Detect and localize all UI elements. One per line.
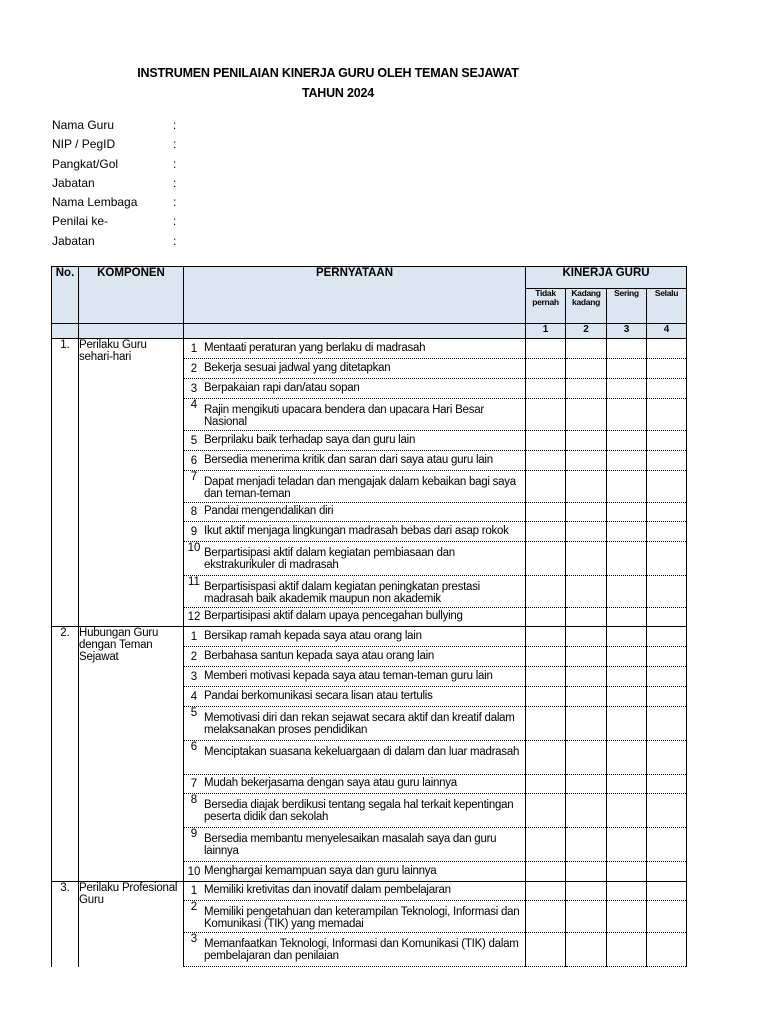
number-row-blank — [184, 324, 526, 339]
rating-cell-3[interactable] — [607, 901, 647, 933]
rating-cell-4[interactable] — [647, 431, 687, 451]
group-komponen: Perilaku Profesional Guru — [79, 882, 184, 967]
rating-cell-2[interactable] — [566, 882, 607, 901]
rating-cell-3[interactable] — [607, 399, 647, 431]
scale-number-2: 2 — [566, 324, 607, 339]
rating-cell-3[interactable] — [607, 687, 647, 707]
rating-cell-3[interactable] — [607, 933, 647, 967]
group-number: 3. — [52, 882, 79, 967]
rating-cell-1[interactable] — [526, 647, 566, 667]
statement — [184, 667, 525, 686]
rating-cell-2[interactable] — [566, 775, 607, 794]
rating-cell-3[interactable] — [607, 471, 647, 503]
field-label-nama-lembaga: Nama Lembaga — [52, 195, 138, 210]
statement — [184, 608, 525, 626]
rating-cell-4[interactable] — [647, 828, 687, 862]
header-scale-kadang-kadang: Kadang kadang — [566, 289, 607, 324]
rating-cell-4[interactable] — [647, 451, 687, 471]
statement-text: Bersedia membantu menyelesaikan masalah saya dan guru lainnya — [204, 833, 497, 857]
rating-cell-4[interactable] — [647, 741, 687, 775]
rating-cell-3[interactable] — [607, 359, 647, 379]
statement-number: 12 — [187, 611, 201, 623]
rating-cell-3[interactable] — [607, 775, 647, 794]
statement-cell — [184, 901, 526, 933]
statement-number: 3 — [190, 670, 198, 683]
rating-cell-3[interactable] — [607, 862, 647, 882]
statement-number: 1 — [190, 885, 198, 897]
statement-text: Bersikap ramah kepada saya atau orang lain — [204, 629, 422, 642]
rating-cell-2[interactable] — [566, 471, 607, 503]
statement — [184, 901, 525, 930]
statement-cell — [184, 339, 526, 359]
statement-cell — [184, 882, 526, 901]
statement-cell — [184, 431, 526, 451]
rating-cell-3[interactable] — [607, 647, 647, 667]
statement-cell — [184, 399, 526, 431]
statement — [184, 451, 525, 470]
rating-cell-2[interactable] — [566, 503, 607, 522]
scale-number-3: 3 — [607, 324, 647, 339]
header-scale-sering: Sering — [607, 289, 647, 324]
statement-text: Mentaati peraturan yang berlaku di madrasah — [204, 341, 426, 354]
rating-cell-3[interactable] — [607, 522, 647, 542]
rating-cell-2[interactable] — [566, 862, 607, 882]
rating-cell-2[interactable] — [566, 339, 607, 359]
statement-text: Berprilaku baik terhadap saya dan guru lain — [204, 433, 416, 446]
field-label-nama-guru: Nama Guru — [52, 118, 115, 132]
statement-number: 2 — [190, 362, 198, 375]
field-colon: : — [173, 137, 177, 152]
rating-cell-2[interactable] — [566, 399, 607, 431]
rating-cell-2[interactable] — [566, 522, 607, 542]
assessment-table — [51, 266, 687, 967]
scale-number-4: 4 — [647, 324, 687, 339]
rating-cell-3[interactable] — [607, 339, 647, 359]
statement-number: 6 — [190, 454, 198, 467]
rating-cell-1[interactable] — [526, 542, 566, 576]
statement — [184, 933, 525, 962]
statement-text: Berpartisipasi aktif dalam kegiatan pembiasaan dan ekstrakurikuler di madrasah — [204, 547, 455, 571]
rating-cell-4[interactable] — [647, 862, 687, 882]
statement-text: Pandai mengendalikan diri — [204, 505, 334, 518]
rating-cell-1[interactable] — [526, 339, 566, 359]
rating-cell-2[interactable] — [566, 687, 607, 707]
statement-cell — [184, 828, 526, 862]
field-label-pangkat: Pangkat/Gol — [52, 156, 119, 171]
statement-cell — [184, 707, 526, 741]
statement — [184, 359, 525, 378]
statement-cell — [184, 647, 526, 667]
rating-cell-1[interactable] — [526, 741, 566, 775]
statement-text: Memberi motivasi kepada saya atau teman-teman guru lain — [204, 669, 493, 682]
statement-cell — [184, 933, 526, 967]
rating-cell-2[interactable] — [566, 576, 607, 608]
rating-cell-2[interactable] — [566, 451, 607, 471]
statement-text: Mudah bekerjasama dengan saya atau guru lainnya — [204, 777, 457, 790]
statement-text: Bekerja sesuai jadwal yang ditetapkan — [204, 361, 391, 374]
statement-cell — [184, 359, 526, 379]
rating-cell-3[interactable] — [607, 576, 647, 608]
document-title: INSTRUMEN PENILAIAN KINERJA GURU OLEH TEMAN SEJAWAT — [137, 66, 519, 80]
rating-cell-1[interactable] — [526, 862, 566, 882]
statement-cell — [184, 775, 526, 794]
field-label-nip: NIP / PegID — [52, 137, 116, 152]
number-row-blank — [52, 324, 79, 339]
statement-number: 8 — [190, 794, 198, 806]
rating-cell-1[interactable] — [526, 576, 566, 608]
rating-cell-1[interactable] — [526, 707, 566, 741]
statement — [184, 399, 525, 428]
rating-cell-4[interactable] — [647, 933, 687, 967]
rating-cell-2[interactable] — [566, 828, 607, 862]
table-row — [52, 627, 687, 647]
statement-cell — [184, 451, 526, 471]
statement-number: 2 — [190, 650, 198, 663]
rating-cell-4[interactable] — [647, 627, 687, 647]
statement — [184, 627, 525, 646]
table-body — [52, 339, 687, 967]
document-year: TAHUN 2024 — [301, 86, 375, 100]
field-label-penilai: Penilai ke- — [52, 214, 109, 229]
rating-cell-2[interactable] — [566, 707, 607, 741]
statement-text: Menghargai kemampuan saya dan guru lainnya — [204, 864, 437, 877]
statement — [184, 862, 525, 881]
statement — [184, 522, 525, 541]
rating-cell-4[interactable] — [647, 542, 687, 576]
statement-cell — [184, 471, 526, 503]
rating-cell-2[interactable] — [566, 741, 607, 775]
rating-cell-1[interactable] — [526, 627, 566, 647]
statement-text: Ikut aktif menjaga lingkungan madrasah bebas dari asap rokok — [204, 524, 509, 537]
header-kinerja-guru: KINERJA GURU — [526, 267, 687, 289]
header-pernyataan: PERNYATAAN — [184, 267, 526, 324]
rating-cell-4[interactable] — [647, 901, 687, 933]
statement-number: 11 — [188, 576, 200, 588]
statement-number: 7 — [190, 471, 198, 483]
statement — [184, 828, 525, 857]
field-colon: : — [173, 175, 177, 190]
statement-text: Pandai berkomunikasi secara lisan atau tertulis — [204, 689, 433, 702]
rating-cell-4[interactable] — [647, 667, 687, 687]
statement-number: 10 — [187, 542, 201, 554]
statement — [184, 339, 525, 358]
statement — [184, 647, 525, 666]
scale-number-1: 1 — [526, 324, 566, 339]
rating-cell-1[interactable] — [526, 431, 566, 451]
statement-text: Berpakaian rapi dan/atau sopan — [204, 381, 360, 394]
rating-cell-2[interactable] — [566, 667, 607, 687]
statement-number: 1 — [190, 630, 198, 643]
rating-cell-3[interactable] — [607, 379, 647, 399]
statement-text: Memanfaatkan Teknologi, Informasi dan Komunikasi (TIK) dalam pembelajaran dan penilaian — [204, 938, 519, 962]
rating-cell-3[interactable] — [607, 794, 647, 828]
statement-cell — [184, 522, 526, 542]
header-no: No. — [52, 267, 79, 324]
statement-cell — [184, 379, 526, 399]
rating-cell-3[interactable] — [607, 451, 647, 471]
rating-cell-4[interactable] — [647, 707, 687, 741]
statement-number: 3 — [190, 933, 198, 945]
rating-cell-3[interactable] — [607, 882, 647, 901]
rating-cell-3[interactable] — [607, 608, 647, 627]
rating-cell-4[interactable] — [647, 794, 687, 828]
statement-text: Rajin mengikuti upacara bendera dan upacara Hari Besar Nasional — [204, 404, 484, 428]
statement — [184, 542, 525, 571]
statement-cell — [184, 687, 526, 707]
statement-number: 1 — [190, 342, 198, 355]
rating-cell-1[interactable] — [526, 451, 566, 471]
rating-cell-1[interactable] — [526, 667, 566, 687]
field-colon: : — [173, 118, 177, 132]
statement — [184, 431, 525, 450]
rating-cell-2[interactable] — [566, 542, 607, 576]
header-scale-tidak-pernah: Tidak pernah — [526, 289, 566, 324]
statement-cell — [184, 794, 526, 828]
rating-cell-4[interactable] — [647, 399, 687, 431]
field-colon: : — [173, 156, 177, 171]
rating-cell-2[interactable] — [566, 608, 607, 627]
rating-cell-4[interactable] — [647, 647, 687, 667]
header-komponen: KOMPONEN — [79, 267, 184, 324]
group-number: 2. — [52, 627, 79, 882]
field-colon: : — [173, 233, 177, 248]
rating-cell-4[interactable] — [647, 471, 687, 503]
rating-cell-3[interactable] — [607, 667, 647, 687]
table-row — [52, 882, 687, 901]
rating-cell-2[interactable] — [566, 359, 607, 379]
rating-cell-3[interactable] — [607, 431, 647, 451]
statement-number: 10 — [187, 865, 201, 878]
statement — [184, 775, 525, 793]
rating-cell-4[interactable] — [647, 359, 687, 379]
group-komponen: Hubungan Guru dengan Teman Sejawat — [79, 627, 184, 882]
statement-cell — [184, 862, 526, 882]
statement-cell — [184, 576, 526, 608]
rating-cell-1[interactable] — [526, 794, 566, 828]
statement-number: 4 — [190, 399, 198, 411]
rating-cell-1[interactable] — [526, 522, 566, 542]
statement — [184, 503, 525, 521]
statement-text: Menciptakan suasana kekeluargaan di dalam dan luar madrasah — [204, 746, 520, 758]
number-row-blank — [79, 324, 184, 339]
rating-cell-4[interactable] — [647, 687, 687, 707]
field-colon: : — [173, 214, 177, 229]
group-komponen: Perilaku Guru sehari-hari — [79, 339, 184, 627]
rating-cell-1[interactable] — [526, 882, 566, 901]
rating-cell-3[interactable] — [607, 627, 647, 647]
rating-cell-3[interactable] — [607, 707, 647, 741]
statement-text: Berpartisispasi aktif dalam kegiatan peningkatan prestasi madrasah baik akademik maupun non akademik — [204, 581, 480, 605]
rating-cell-3[interactable] — [607, 828, 647, 862]
statement — [184, 576, 525, 605]
rating-cell-3[interactable] — [607, 503, 647, 522]
statement-number: 9 — [190, 525, 198, 538]
statement-cell — [184, 608, 526, 627]
statement-number: 2 — [190, 901, 198, 913]
statement-text: Memiliki kretivitas dan inovatif dalam pembelajaran — [204, 884, 451, 897]
table-row — [52, 339, 687, 359]
rating-cell-4[interactable] — [647, 608, 687, 627]
rating-cell-4[interactable] — [647, 775, 687, 794]
rating-cell-4[interactable] — [647, 503, 687, 522]
rating-cell-4[interactable] — [647, 882, 687, 901]
rating-cell-1[interactable] — [526, 359, 566, 379]
rating-cell-2[interactable] — [566, 431, 607, 451]
rating-cell-3[interactable] — [607, 741, 647, 775]
field-label-jabatan: Jabatan — [52, 175, 95, 190]
statement-cell — [184, 503, 526, 522]
rating-cell-2[interactable] — [566, 794, 607, 828]
statement-cell — [184, 627, 526, 647]
statement-text: Memotivasi diri dan rekan sejawat secara aktif dan kreatif dalam melaksanakan proses pendidikan — [204, 712, 515, 736]
statement-text: Bersedia diajak berdikusi tentang segala hal terkait kepentingan peserta didik dan sekolah — [204, 799, 514, 823]
statement — [184, 794, 525, 823]
statement — [184, 741, 525, 759]
statement-text: Berbahasa santun kepada saya atau orang lain — [204, 649, 435, 662]
statement-number: 5 — [190, 707, 198, 719]
rating-cell-2[interactable] — [566, 627, 607, 647]
statement-cell — [184, 741, 526, 775]
rating-cell-1[interactable] — [526, 379, 566, 399]
statement — [184, 882, 525, 900]
rating-cell-1[interactable] — [526, 503, 566, 522]
statement — [184, 707, 525, 736]
statement-text: Memiliki pengetahuan dan keterampilan Teknologi, Informasi dan Komunikasi (TIK) yang memadai — [204, 906, 520, 930]
rating-cell-2[interactable] — [566, 901, 607, 933]
header-scale-selalu: Selalu — [647, 289, 687, 324]
statement-cell — [184, 542, 526, 576]
rating-cell-1[interactable] — [526, 608, 566, 627]
rating-cell-1[interactable] — [526, 828, 566, 862]
statement — [184, 471, 525, 500]
rating-cell-1[interactable] — [526, 901, 566, 933]
rating-cell-3[interactable] — [607, 542, 647, 576]
field-label-jabatan-penilai: Jabatan — [52, 233, 95, 248]
rating-cell-4[interactable] — [647, 379, 687, 399]
group-number: 1. — [52, 339, 79, 627]
statement-number: 5 — [190, 434, 198, 447]
statement-number: 7 — [190, 778, 198, 790]
rating-cell-4[interactable] — [647, 339, 687, 359]
rating-cell-4[interactable] — [647, 522, 687, 542]
rating-cell-1[interactable] — [526, 775, 566, 794]
statement-number: 4 — [190, 690, 198, 703]
rating-cell-1[interactable] — [526, 933, 566, 967]
statement-cell — [184, 667, 526, 687]
rating-cell-2[interactable] — [566, 379, 607, 399]
statement-text: Berpartisipasi aktif dalam upaya pencegahan bullying — [204, 610, 463, 623]
rating-cell-4[interactable] — [647, 576, 687, 608]
rating-cell-1[interactable] — [526, 687, 566, 707]
statement-text: Bersedia menerima kritik dan saran dari saya atau guru lain — [204, 453, 493, 466]
statement-number: 8 — [190, 506, 198, 518]
field-colon: : — [173, 195, 177, 210]
statement-number: 6 — [190, 741, 198, 753]
rating-cell-1[interactable] — [526, 471, 566, 503]
statement — [184, 379, 525, 398]
statement — [184, 687, 525, 706]
statement-number: 9 — [190, 828, 198, 840]
statement-text: Dapat menjadi teladan dan mengajak dalam kebaikan bagi saya dan teman-teman — [204, 476, 516, 500]
rating-cell-1[interactable] — [526, 399, 566, 431]
rating-cell-2[interactable] — [566, 647, 607, 667]
rating-cell-2[interactable] — [566, 933, 607, 967]
statement-number: 3 — [190, 382, 198, 395]
